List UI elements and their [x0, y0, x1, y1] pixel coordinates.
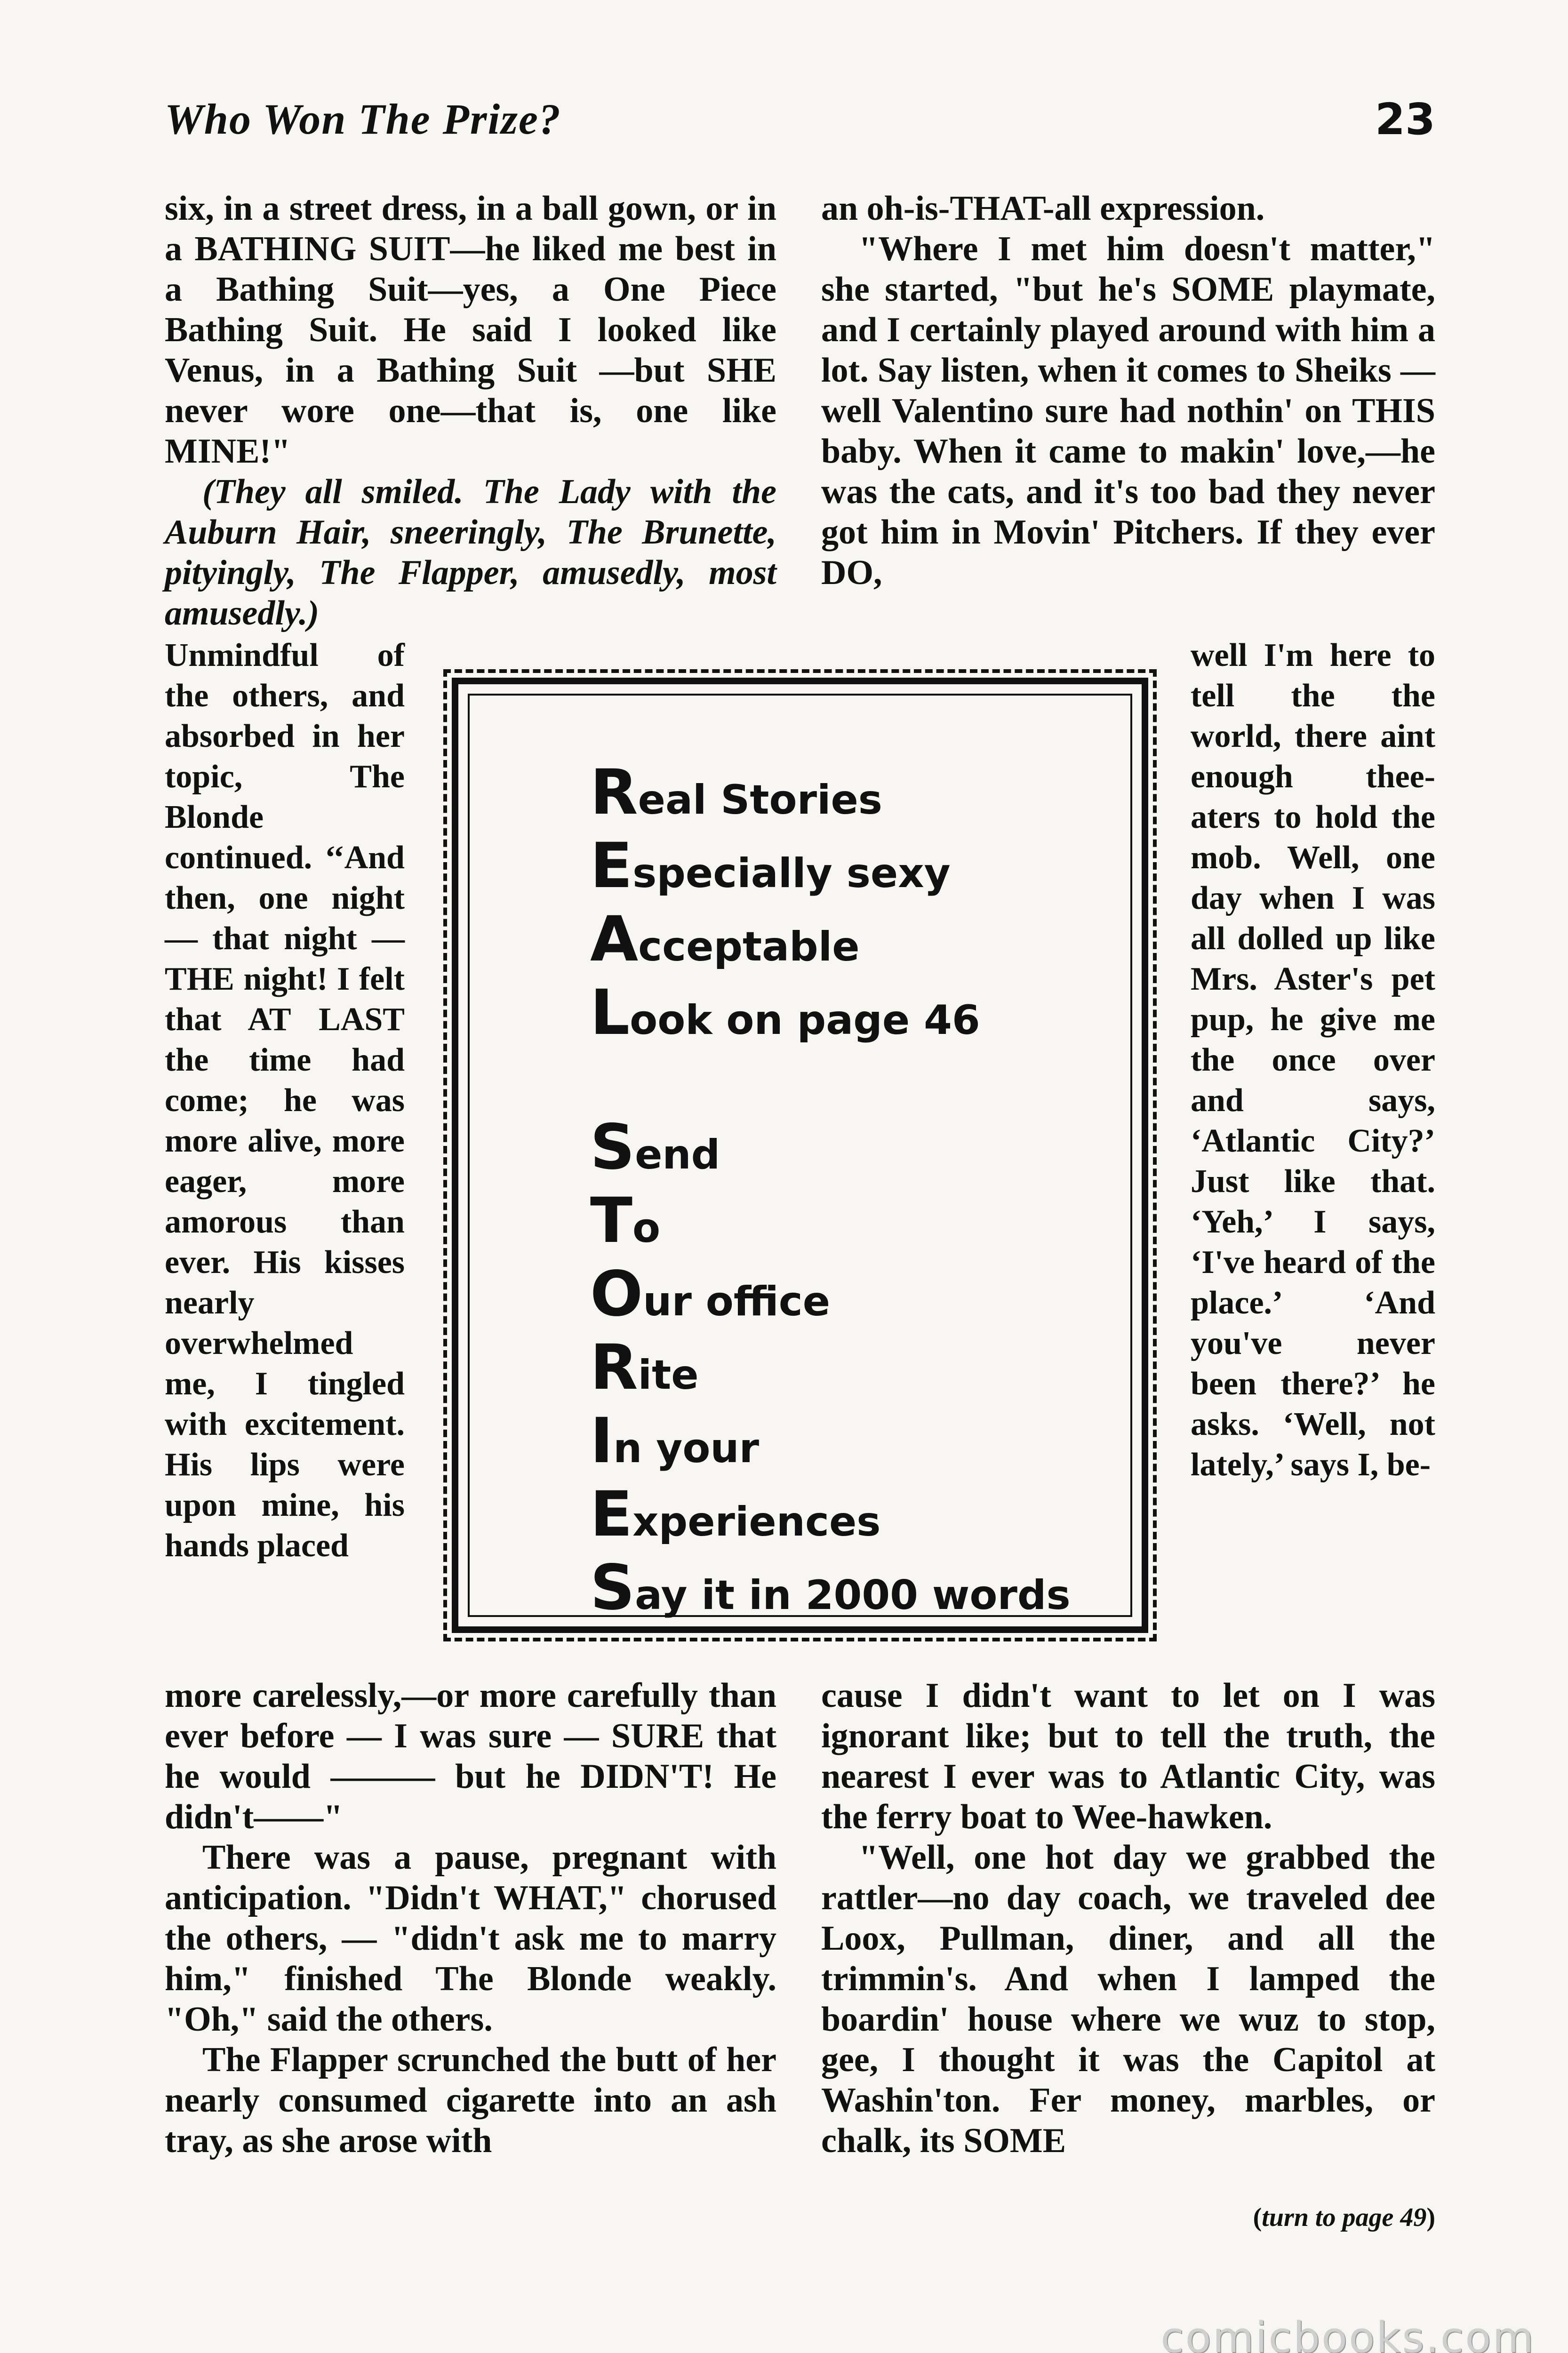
acrostic-line: To: [590, 1185, 661, 1257]
paragraph: "Where I met him doesn't matter," she started, "but he's SOME playmate, and I certainly played around with him a lot. Say listen, when it comes to Sheiks — well Valentino sure had nothin' on THIS baby. When it came to makin' love,—he was the cats, and it's too bad they never got him in Movin' Pitchers. If they ever DO,: [821, 230, 1435, 592]
acrostic-ad: [590, 756, 1071, 1628]
acrostic-line: Look on page 46: [590, 976, 980, 1049]
watermark: comicbooks.com: [1160, 2313, 1535, 2353]
acrostic-line: Experiences: [590, 1478, 881, 1551]
acrostic-line: Say it in 2000 words: [590, 1552, 1071, 1624]
running-title: Who Won The Prize?: [165, 95, 561, 143]
acrostic-line: In your: [590, 1405, 760, 1477]
acrostic-line: Our office: [590, 1258, 831, 1330]
continued-text: turn to page 49: [1262, 2203, 1427, 2232]
paragraph: six, in a street dress, in a ball gown, or in a BATHING SUIT—he liked me best in a Bathing Suit—yes, a One Piece Bathing Suit. He said I looked like Venus, in a Bathing Suit —but SHE never wore one—that is, one like MINE!": [165, 189, 776, 471]
continued-note: (turn to page 49): [1253, 2203, 1435, 2232]
paragraph: The Flapper scrunched the butt of her nearly consumed cigarette into an ash tray, as she arose with: [165, 2041, 776, 2160]
page-header: [165, 85, 1435, 160]
stories-ad-box: [452, 678, 1148, 1633]
right-column-bottom: [821, 1675, 1435, 2161]
acrostic-line: Especially sexy: [590, 830, 951, 902]
acrostic-line: Send: [590, 1111, 720, 1184]
right-narrow-column: [1191, 635, 1435, 1485]
left-column-bottom: [165, 1675, 776, 2161]
paragraph: "Well, one hot day we grabbed the rattler—no day coach, we traveled dee Loox, Pullman, diner, and all the trimmin's. And when I lamped the boardin' house where we wuz to stop, gee, I thought it was the Capitol at Washin'ton. Fer money, marbles, or chalk, its SOME: [821, 1838, 1435, 2160]
paragraph: more carelessly,—or more carefully than ever before — I was sure — SURE that he would ——— but he DIDN'T! He didn't——": [165, 1676, 776, 1836]
acrostic-line: Real Stories: [590, 756, 882, 829]
stage-direction: (They all smiled. The Lady with the Auburn Hair, sneeringly, The Brunette, pityingly, The Flapper, amusedly, most amusedly.): [165, 472, 776, 632]
right-column-top: [821, 188, 1435, 593]
acrostic-line: Rite: [590, 1331, 699, 1404]
acrostic-line: Acceptable: [590, 903, 860, 976]
acrostic-gap: [590, 1053, 1071, 1114]
paragraph: There was a pause, pregnant with anticipation. "Didn't WHAT," chorused the others, — "didn't ask me to marry him," finished The Blonde weakly. "Oh," said the others.: [165, 1838, 776, 2039]
paragraph: cause I didn't want to let on I was ignorant like; but to tell the truth, the nearest I ever was to Atlantic City, was the ferry boat to Wee-hawken.: [821, 1676, 1435, 1836]
left-column-top: [165, 188, 776, 633]
paragraph: an oh-is-THAT-all expression.: [821, 189, 1265, 228]
paragraph: well I'm here to tell the the world, there aint enough thee-aters to hold the mob. Well, one day when I was all dolled up like Mrs. Aster's pet pup, he give me the once over and says, ‘Atlantic City?’ Just like that. ‘Yeh,’ I says, ‘I've heard of the place.’ ‘And you've never been there?’ he asks. ‘Well, not lately,’ says I, be-: [1191, 637, 1435, 1483]
page-number: 23: [1375, 94, 1435, 144]
left-narrow-column: [165, 635, 405, 1566]
paragraph: Unmindful of the others, and absorbed in her topic, The Blonde continued. ‘‘And then, one night — that night — THE night! I felt that AT LAST the time had come; he was more alive, more eager, more amorous than ever. His kisses nearly overwhelmed me, I tingled with excitement. His lips were upon mine, his hands placed: [165, 637, 405, 1564]
